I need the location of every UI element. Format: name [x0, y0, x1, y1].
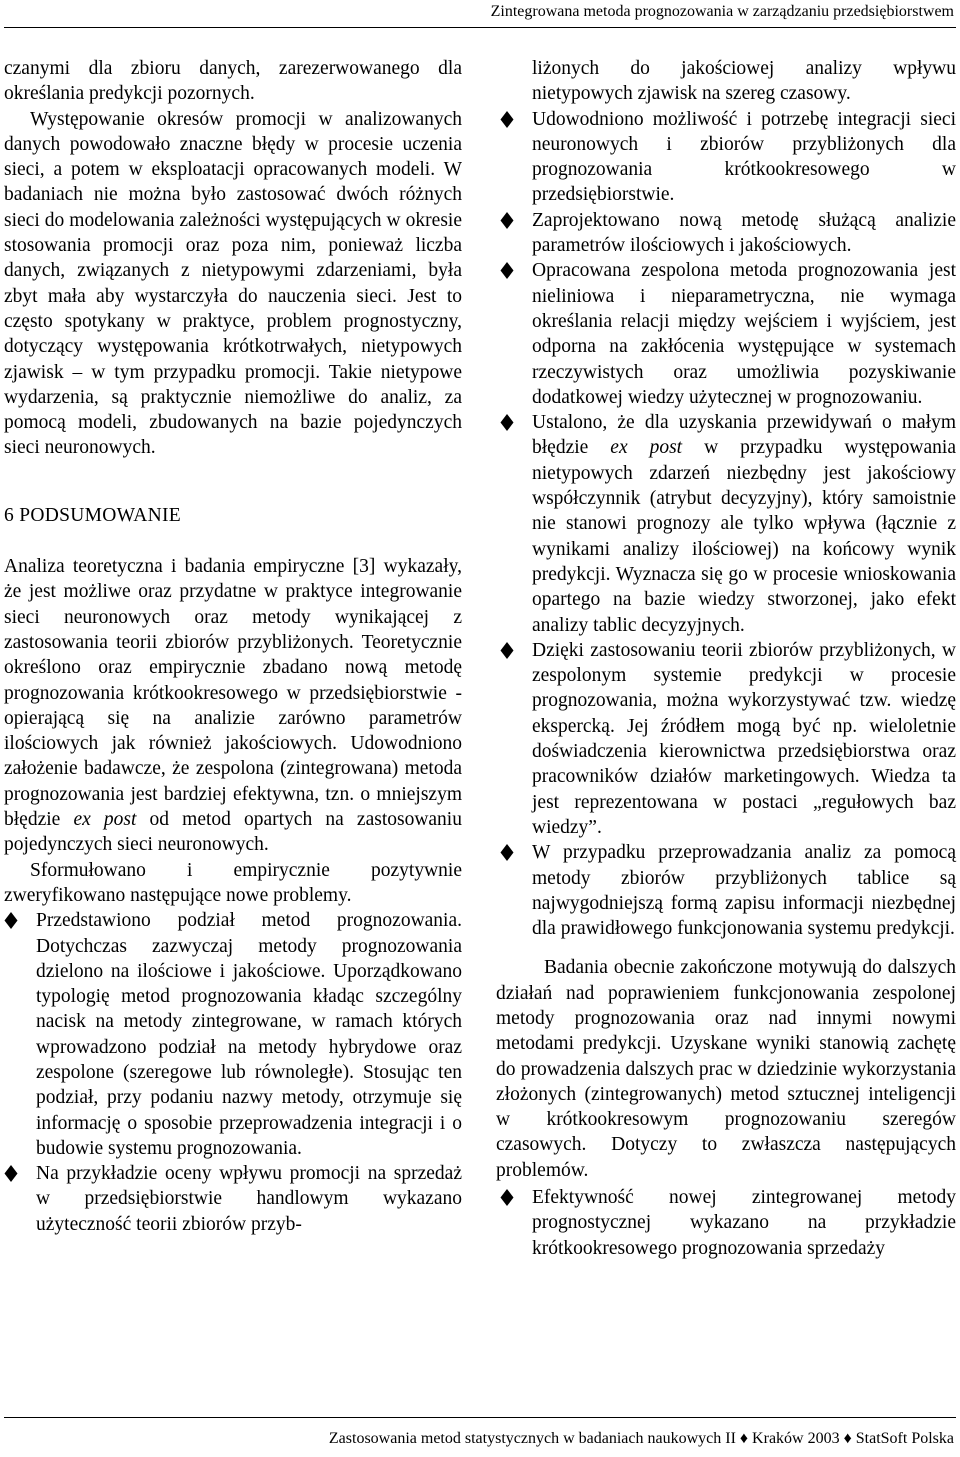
left-column [4, 56, 462, 1237]
list-item [496, 56, 956, 107]
footer-text: Zastosowania metod statystycznych w badaniach naukowych II ♦ Kraków 2003 ♦ StatSoft Polska [328, 1430, 954, 1447]
list-item-text: W przypadku przeprowadzania analiz za pomocą metody zbiorów przybliżonych tablice są najwygodniejszą formą zapisu informacji niezbędnej dla prawidłowego funkcjonowania systemu predykcji. [532, 842, 956, 940]
paragraph-continuation: czanymi dla zbioru danych, zarezerwowanego dla określania predykcji pozornych. [4, 58, 462, 105]
header-rule [4, 27, 956, 28]
list-item [496, 107, 956, 208]
summary-ex-post: ex post [73, 809, 137, 831]
list-item-text: Dzięki zastosowaniu teorii zbiorów przybliżonych, w zespolonym systemie predykcji w procesie prognozowania, można wykorzystywać tzw. wiedzę ekspercką. Jej źródłem mogą być np. wieloletnie doświadczenia kierownictwa przedsiębiorstwa oraz pracowników działów marketingowych. Wiedza ta jest reprezentowana w postaci „regułowych baz wiedzy”. [532, 639, 956, 838]
right-bullet-list [496, 56, 956, 941]
summary-text-b: od metod opartych na zastosowaniu pojedynczych sieci neuronowych. [4, 809, 462, 856]
list-item-text-a: Ustalono, że dla uzyskania przewidywań o małym błędzie [532, 412, 956, 459]
paragraph-further-research: Badania obecnie zakończone motywują do dalszych działań nad poprawieniem funkcjonowania zespolonej metody prognozowania oraz nad innymi nowymi metodami predykcji. Uzyskane wyniki stanowią zachętę do prowadzenia dalszych prac w dziedzinie wykorzystania złożonych (zintegrowanych) metod sztucznej inteligencji w krótkookresowym prognozowaniu szeregów czasowych. Dotyczy to zwłaszcza następujących problemów. [496, 957, 956, 1181]
list-item [496, 410, 956, 638]
paragraph-summary [4, 554, 462, 858]
running-title: Zintegrowana metoda prognozowania w zarządzaniu przedsiębiorstwem [490, 3, 954, 20]
diamond-bullet-icon [500, 414, 514, 431]
right-column [496, 56, 956, 1261]
list-item-text: Udowodniono możliwość i potrzebę integracji sieci neuronowych i zbiorów przybliżonych dla prognozowania krótkookresowego w przedsiębiorstwie. [532, 108, 956, 206]
list-item [4, 908, 462, 1161]
left-bullet-list [4, 908, 462, 1237]
summary-text-a: Analiza teoretyczna i badania empiryczne [3] wykazały, że jest możliwe oraz przydatne w praktyce integrowanie sieci neuronowych oraz metody wynikającej z zastosowania teorii zbiorów przybliżonych. Teoretycznie określono oraz empirycznie zbadano nową metodę prognozowania krótkookresowego w przedsiębiorstwie - opierającą się na analizie zarówno parametrów ilościowych jak również jakościowych. Udowodniono założenie badawcze, że zespolona (zintegrowana) metoda prognozowania jest bardziej efektywna, tzn. o mniejszym błędzie [4, 556, 462, 831]
list-item-ex-post: ex post [610, 437, 683, 459]
footer-rule [4, 1417, 956, 1418]
list-item [496, 208, 956, 259]
diamond-bullet-icon [500, 1189, 514, 1206]
list-item [496, 1185, 956, 1261]
list-item [496, 638, 956, 840]
list-item-text-b: w przypadku występowania nietypowych zdarzeń niezbędny jest jakościowy współczynnik (atrybut decyzyjny), który samoistnie nie stanowi prognozy ale tylko wpływa (łącznie z wynikami analizy ilościowej) na końcowy wynik predykcji. Wyznacza się go w procesie wnioskowania opartego na bazie wiedzy stworzonej, jako efekt analizy tablic decyzyjnych. [532, 437, 956, 636]
list-item-text: Przedstawiono podział metod prognozowania. Dotychczas zazwyczaj metody prognozowania dzielono na ilościowe i jakościowe. Uporządkowano typologię metod prognozowania kładąc szczególny nacisk na metody zintegrowane, w ramach których wprowadzono podział na metody hybrydowe oraz zespolone (szeregowe lub równoległe). Stosując ten podział, przy podaniu nazwy metody, otrzymuje się informację o sposobie przeprowadzenia integracji i o budowie systemu prognozowania. [36, 910, 462, 1159]
list-item [496, 840, 956, 941]
diamond-bullet-icon [500, 111, 514, 128]
list-item-text: Efektywność nowej zintegrowanej metody prognostycznej wykazano na przykładzie krótkookresowego prognozowania sprzedaży [532, 1187, 956, 1259]
list-item-text: Opracowana zespolona metoda prognozowania jest nieliniowa i nieparametryczna, nie wymaga określania relacji między wejściem i wyjściem, jest odporna na zakłócenia występujące w systemach rzeczywistych oraz umożliwia pozyskiwanie dodatkowej wiedzy użytecznej w prognozowaniu. [532, 260, 956, 408]
diamond-bullet-icon [500, 844, 514, 861]
list-item [496, 258, 956, 410]
diamond-bullet-icon [500, 212, 514, 229]
section-heading-summary: 6 PODSUMOWANIE [4, 504, 181, 526]
list-item [4, 1161, 462, 1237]
diamond-bullet-icon [4, 1165, 18, 1182]
paragraph-promotions: Występowanie okresów promocji w analizowanych danych powodowało znaczne błędy w procesie uczenia sieci, a potem w eksploatacji opracowanych modeli. W badaniach nie można było zastosować dwóch różnych sieci do modelowania zależności występujących w okresie stosowania promocji oraz poza nim, ponieważ liczba danych, związanych z nietypowymi zdarzeniami, była zbyt mała aby wystarczyła do nauczenia sieci. Jest to często spotykany w praktyce, problem prognostyczny, dotyczący występowania krótkotrwałych, nietypowych zjawisk – w tym przypadku promocji. Takie nietypowe wydarzenia, są praktycznie niemożliwe do analiz, za pomocą modeli, zbudowanych na bazie pojedynczych sieci neuronowych. [4, 108, 462, 459]
diamond-bullet-icon [500, 642, 514, 659]
paragraph-problems-intro: Sformułowano i empirycznie pozytywnie zweryfikowano następujące nowe problemy. [4, 859, 462, 906]
list-item-text: liżonych do jakościowej analizy wpływu nietypowych zjawisk na szereg czasowy. [532, 58, 956, 105]
right-bullet-list-2 [496, 1185, 956, 1261]
diamond-bullet-icon [500, 262, 514, 279]
list-item-text: Zaprojektowano nową metodę służącą analizie parametrów ilościowych i jakościowych. [532, 209, 956, 257]
diamond-bullet-icon [4, 912, 18, 929]
list-item-text: Na przykładzie oceny wpływu promocji na sprzedaż w przedsiębiorstwie handlowym wykazano użyteczność teorii zbiorów przyb- [36, 1163, 462, 1235]
